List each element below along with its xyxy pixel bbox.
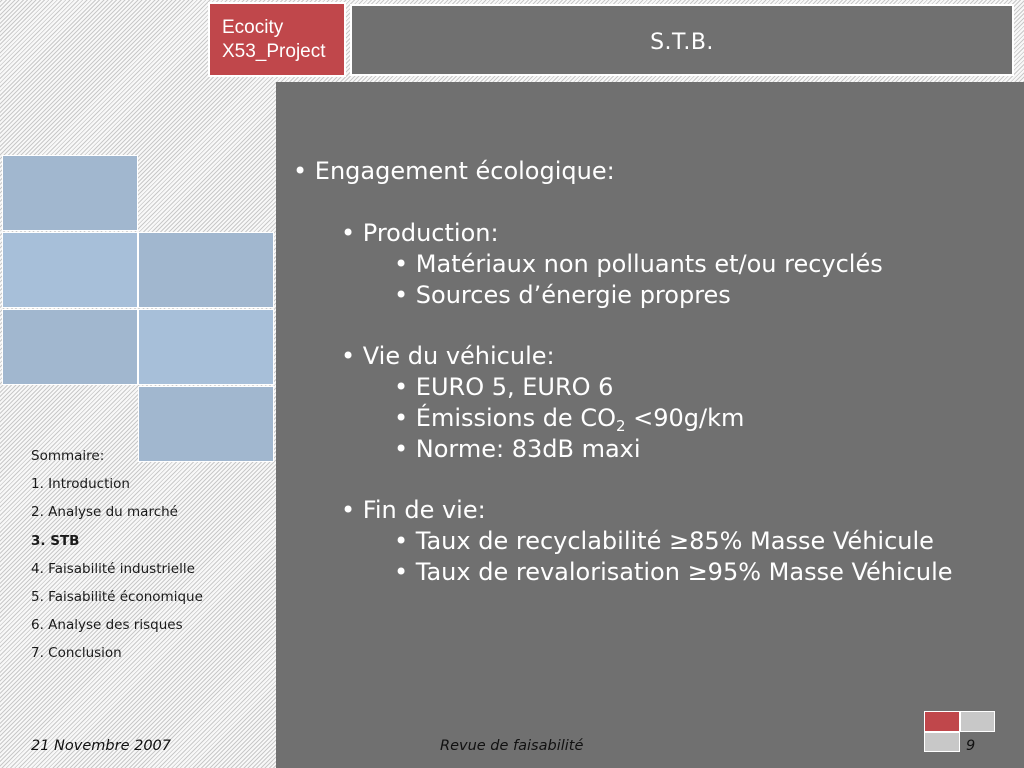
co2-subscript: 2 — [615, 417, 626, 435]
menu-item-faisabilite-economique[interactable]: 5. Faisabilité économique — [31, 588, 203, 605]
menu-item-analyse-risques[interactable]: 6. Analyse des risques — [31, 617, 183, 634]
bullet-level2: • Fin de vie: — [341, 496, 486, 524]
bullet-level1: • Engagement écologique: — [293, 157, 615, 185]
bullet-level3: • Taux de revalorisation ≥95% Masse Véhicule — [394, 558, 953, 586]
logo-line-2: X53_Project — [222, 40, 326, 62]
menu-item-stb[interactable]: 3. STB — [31, 532, 80, 549]
slide-title-box — [350, 4, 1014, 76]
bullet-level2: • Production: — [341, 219, 499, 247]
emissions-text: • Émissions de CO — [394, 404, 616, 432]
decor-square-gray — [960, 711, 995, 732]
sommaire-heading: Sommaire: — [31, 448, 105, 464]
logo-line-1: Ecocity — [222, 16, 284, 38]
menu-item-conclusion[interactable]: 7. Conclusion — [31, 645, 122, 662]
decor-tile — [138, 309, 274, 385]
bullet-level3: • Matériaux non polluants et/ou recyclés — [394, 250, 883, 278]
emissions-value: <90g/km — [625, 404, 745, 432]
decor-tile — [2, 309, 138, 385]
bullet-level3: • EURO 5, EURO 6 — [394, 373, 614, 401]
decor-tile — [2, 155, 138, 231]
bullet-level3: • Sources d’énergie propres — [394, 281, 731, 309]
menu-item-faisabilite-industrielle[interactable]: 4. Faisabilité industrielle — [31, 560, 195, 577]
decor-square-gray — [924, 732, 960, 752]
bullet-level3: • Taux de recyclabilité ≥85% Masse Véhicule — [394, 527, 934, 555]
menu-item-analyse-marche[interactable]: 2. Analyse du marché — [31, 504, 178, 521]
bullet-level2: • Vie du véhicule: — [341, 342, 555, 370]
project-logo — [208, 2, 346, 77]
bullet-level3-emissions — [394, 404, 745, 435]
footer-title: Revue de faisabilité — [440, 738, 584, 754]
page-number: 9 — [966, 738, 976, 754]
decor-tile — [138, 232, 274, 308]
decor-square-red — [924, 711, 960, 732]
decor-tile — [2, 232, 138, 308]
menu-item-introduction[interactable]: 1. Introduction — [31, 476, 130, 493]
footer-date: 21 Novembre 2007 — [31, 738, 172, 754]
slide-title: S.T.B. — [650, 30, 714, 55]
bullet-level3: • Norme: 83dB maxi — [394, 435, 641, 463]
sommaire-menu — [31, 449, 203, 675]
